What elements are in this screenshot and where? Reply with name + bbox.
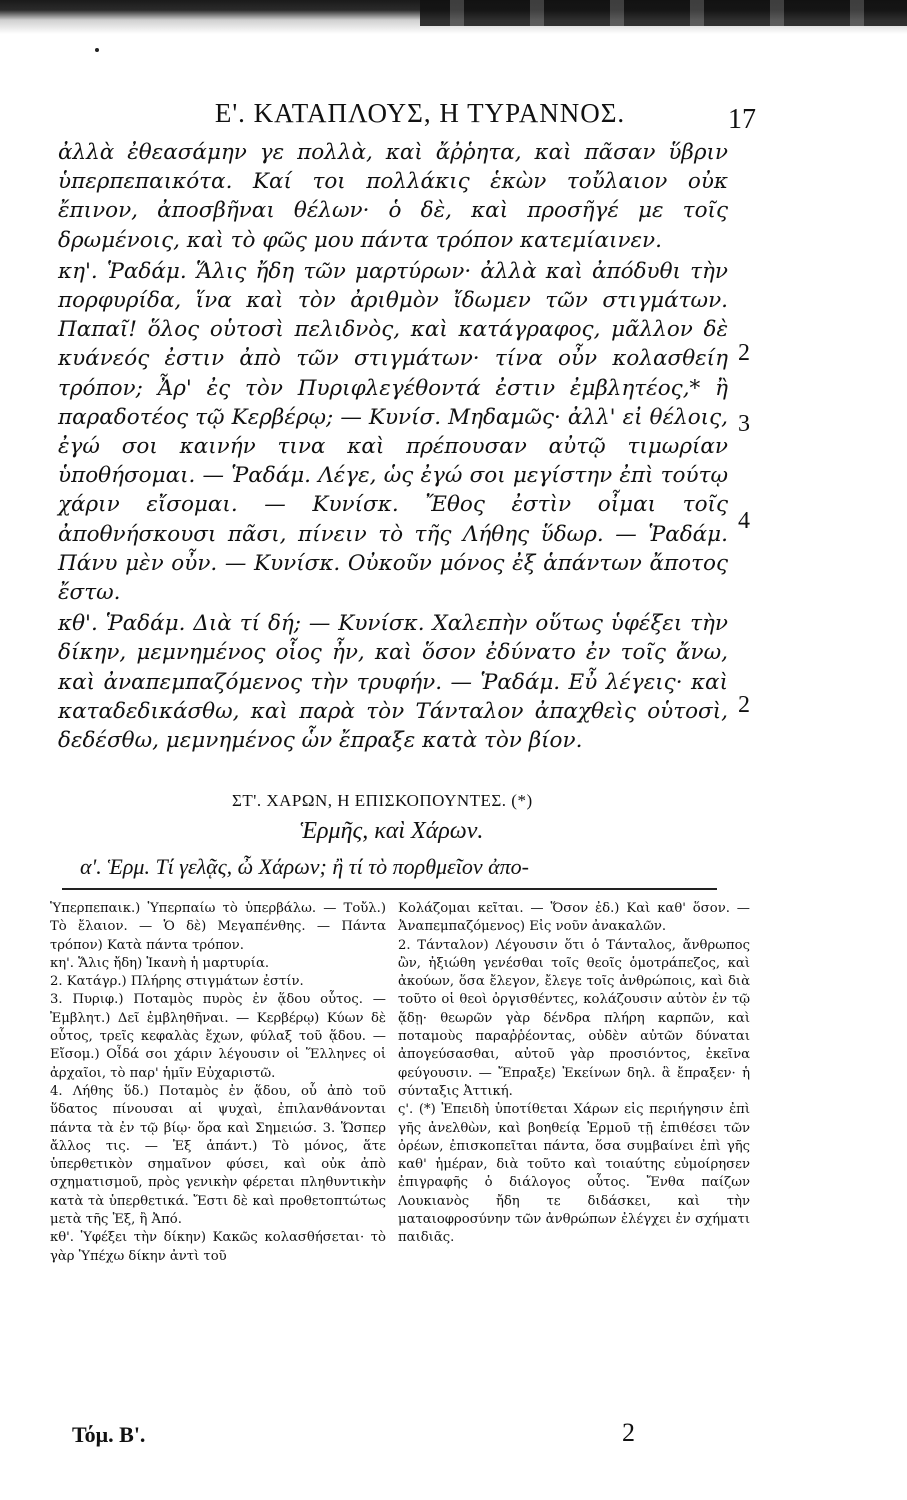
paragraph: κθ'. Ῥαδάμ. Διὰ τί δή; — Κυνίσκ. Χαλεπὴν οὕτως ὑφέξει τὴν δίκην, μεμνημένος οἷος ἦν, καὶ ὅσον ἐδύνατο ἐν τοῖς ἄνω, καὶ ἀναπεμπαζόμενος τὴν τρυφήν. — Ῥαδάμ. Εὖ λέγεις· καὶ καταδεδικάσθω, καὶ παρὰ τὸν Τάνταλον ἀπαχθεὶς οὑτοσὶ, δεδέσθω, μεμνημένος ὧν ἔπραξε κατὰ τὸν βίον. [58, 611, 728, 754]
footnote: 4. Λήθης ὕδ.) Ποταμὸς ἐν ᾅδου, οὗ ἀπὸ τοῦ ὕδατος πίνουσαι αἱ ψυχαὶ, ἐπιλανθάνονται πάντα τὰ ἐν τῷ βίῳ· ὅρα καὶ Σημειώσ. 3. Ὥσπερ ἄλλος τις. — Ἐξ ἁπάντ.) Τὸ μόνος, ἅτε ὑπερθετικὸν σημαῖνον φύσει, καὶ οὐκ ἀπὸ σχηματισμοῦ, πρὸς γενικὴν φέρεται πληθυντικὴν κατὰ τὰ ὑπερθετικά. Ἔστι δὲ καὶ προθετοπτώτως μετὰ τῆς Ἐξ, ἢ Ἀπό. [50, 1083, 386, 1228]
scan-top-edge [0, 0, 907, 34]
running-title: Ε'. ΚΑΤΑΠΛΟΥΣ, Η ΤΥΡΑΝΝΟΣ. [214, 98, 626, 128]
footnote: Ὑπερπεπαικ.) Ὑπερπαίω τὸ ὑπερβάλω. — Τοὔλ.) Τὸ ἔλαιον. — Ὁ δὲ) Μεγαπένθης. — Πάντα τρόπον) Κατὰ πάντα τρόπον. [50, 901, 386, 953]
dialogue-speakers: Ἑρμῆς, καὶ Χάρων. [300, 818, 484, 844]
footnote: ς'. (*) Ἐπειδὴ ὑποτίθεται Χάρων εἰς περιήγησιν ἐπὶ γῆς ἀνελθὼν, καὶ βοηθείᾳ Ἑρμοῦ τῇ ἐπιθέσει τῶν ὀρέων, ἐπισκοπεῖται πάντα, ὅσα συμβαίνει ἐπὶ γῆς καθ' ἡμέραν, διὰ τοῦτο καὶ τοιαύτης εὐμοίρησεν ἐπιγραφῆς ὁ διάλογος οὗτος. Ἔνθα παίζων Λουκιανὸς ἤδη τε διδάσκει, καὶ τὴν ματαιοφροσύνην τῶν ἀνθρώπων ἐλέγχει ἐν σχήματι παιδιᾶς. [398, 1102, 750, 1246]
paragraph: κη'. Ῥαδάμ. Ἅλις ἤδη τῶν μαρτύρων· ἀλλὰ καὶ ἀπόδυθι τὴν πορφυρίδα, ἵνα καὶ τὸν ἀριθμὸν ἴδωμεν τῶν στιγμάτων. Παπαῖ! ὅλος οὑτοσὶ πελιδνὸς, καὶ κατάγραφος, μᾶλλον δὲ κυάνεός ἐστιν ἀπὸ τῶν στιγμάτων· τίνα οὖν κολασθείη τρόπον; Ἆρ' ἐς τὸν Πυριφλεγέθοντά ἐστιν ἐμβλητέος,* ἢ παραδοτέος τῷ Κερβέρῳ; — Κυνίσ. Μηδαμῶς· ἀλλ' εἰ θέλοις, ἐγώ σοι καινήν τινα καὶ πρέπουσαν αὐτῷ τιμωρίαν ὑποθήσομαι. — Ῥαδάμ. Λέγε, ὡς ἐγώ σοι μεγίστην ἐπὶ τούτῳ χάριν εἴσομαι. — Κυνίσκ. Ἔθος ἐστὶν οἶμαι τοῖς ἀποθνήσκουσι πᾶσι, πίνειν τὸ τῆς Λήθης ὕδωρ. — Ῥαδάμ. Πάνυ μὲν οὖν. — Κυνίσκ. Οὐκοῦν μόνος ἐξ ἁπάντων ἄποτος ἔστω. [58, 258, 728, 606]
margin-note: 4 [738, 508, 750, 534]
footnote: 3. Πυριφ.) Ποταμὸς πυρὸς ἐν ᾅδου οὗτος. — Ἐμβλητ.) Δεῖ ἐμβληθῆναι. — Κερβέρῳ) Κύων δὲ οὗτος, τρεῖς κεφαλὰς ἔχων, φύλαξ τοῦ ᾅδου. — Εἴσομ.) Οἶδά σοι χάριν λέγουσιν οἱ Ἕλληνες οἱ ἀρχαῖοι, τὸ παρ' ἡμῖν Εὐχαριστῶ. [50, 992, 386, 1081]
footnotes-right-column [398, 900, 750, 1248]
section-heading: ΣΤ'. ΧΑΡΩΝ, Η ΕΠΙΣΚΟΠΟΥΝΤΕΣ. (*) [232, 791, 533, 810]
footnote: 2. Τάνταλον) Λέγουσιν ὅτι ὁ Τάνταλος, ἄνθρωπος ὢν, ἠξιώθη γενέσθαι τοῖς θεοῖς ὁμοτράπεζος, καὶ ἀκούων, ὅσα ἔλεγον, ἔλεγε τοῖς ἀνθρώποις, καὶ διὰ τοῦτο οἱ θεοὶ ὀργισθέντες, κολάζουσιν αὐτὸν ἐν τῷ ᾅδῃ· θεωρῶν γὰρ δένδρα πλήρη καρπῶν, καὶ ποταμοὺς παραῤῥέοντας, οὐδὲν αὐτῶν δύναται ἀπογεύσασθαι, αὐτοῦ γὰρ προσιόντος, ἐκεῖνα φεύγουσιν. — Ἔπραξε) Ἐκείνων δηλ. ἃ ἔπραξεν· ἡ σύνταξις Ἀττική. [398, 937, 750, 1099]
margin-note: 2 [738, 340, 750, 366]
footnote: κθ'. Ὑφέξει τὴν δίκην) Κακῶς κολασθήσεται· τὸ γὰρ Ὑπέχω δίκην ἀντὶ τοῦ [50, 1230, 386, 1264]
footnote-divider [62, 888, 717, 890]
ink-speck [95, 48, 99, 52]
dialogue-first-line: α'. Ἑρμ. Τί γελᾷς, ὦ Χάρων; ἢ τί τὸ πορθμεῖον ἀπο- [80, 854, 529, 879]
page-number: 17 [728, 104, 756, 135]
margin-note: 2 [738, 692, 750, 718]
footnotes-left-column [50, 900, 386, 1266]
footnote: Κολάζομαι κεῖται. — Ὅσον ἐδ.) Καὶ καθ' ὅσον. — Ἀναπεμπαζόμενος) Εἰς νοῦν ἀνακαλῶν. [398, 901, 750, 935]
footnote: κη'. Ἅλις ἤδη) Ἱκανὴ ἡ μαρτυρία. [50, 955, 270, 971]
signature-mark: 2 [622, 1418, 635, 1447]
volume-mark: Τόμ. Β'. [72, 1422, 146, 1447]
main-text [58, 138, 728, 755]
paragraph: ἀλλὰ ἐθεασάμην γε πολλὰ, καὶ ἄῤῥητα, καὶ πᾶσαν ὕβριν ὑπερπεπαικότα. Καί τοι πολλάκις ἑκὼν τοὔλαιον οὐκ ἔπινον, ἀποσβῆναι θέλων· ὁ δὲ, καὶ προσῆγέ με τοῖς δρωμένοις, καὶ τὸ φῶς μου πάντα τρόπον κατεμίαινεν. [58, 140, 728, 253]
margin-note: 3 [738, 411, 750, 437]
footnote: 2. Κατάγρ.) Πλήρης στιγμάτων ἐστίν. [50, 974, 304, 990]
